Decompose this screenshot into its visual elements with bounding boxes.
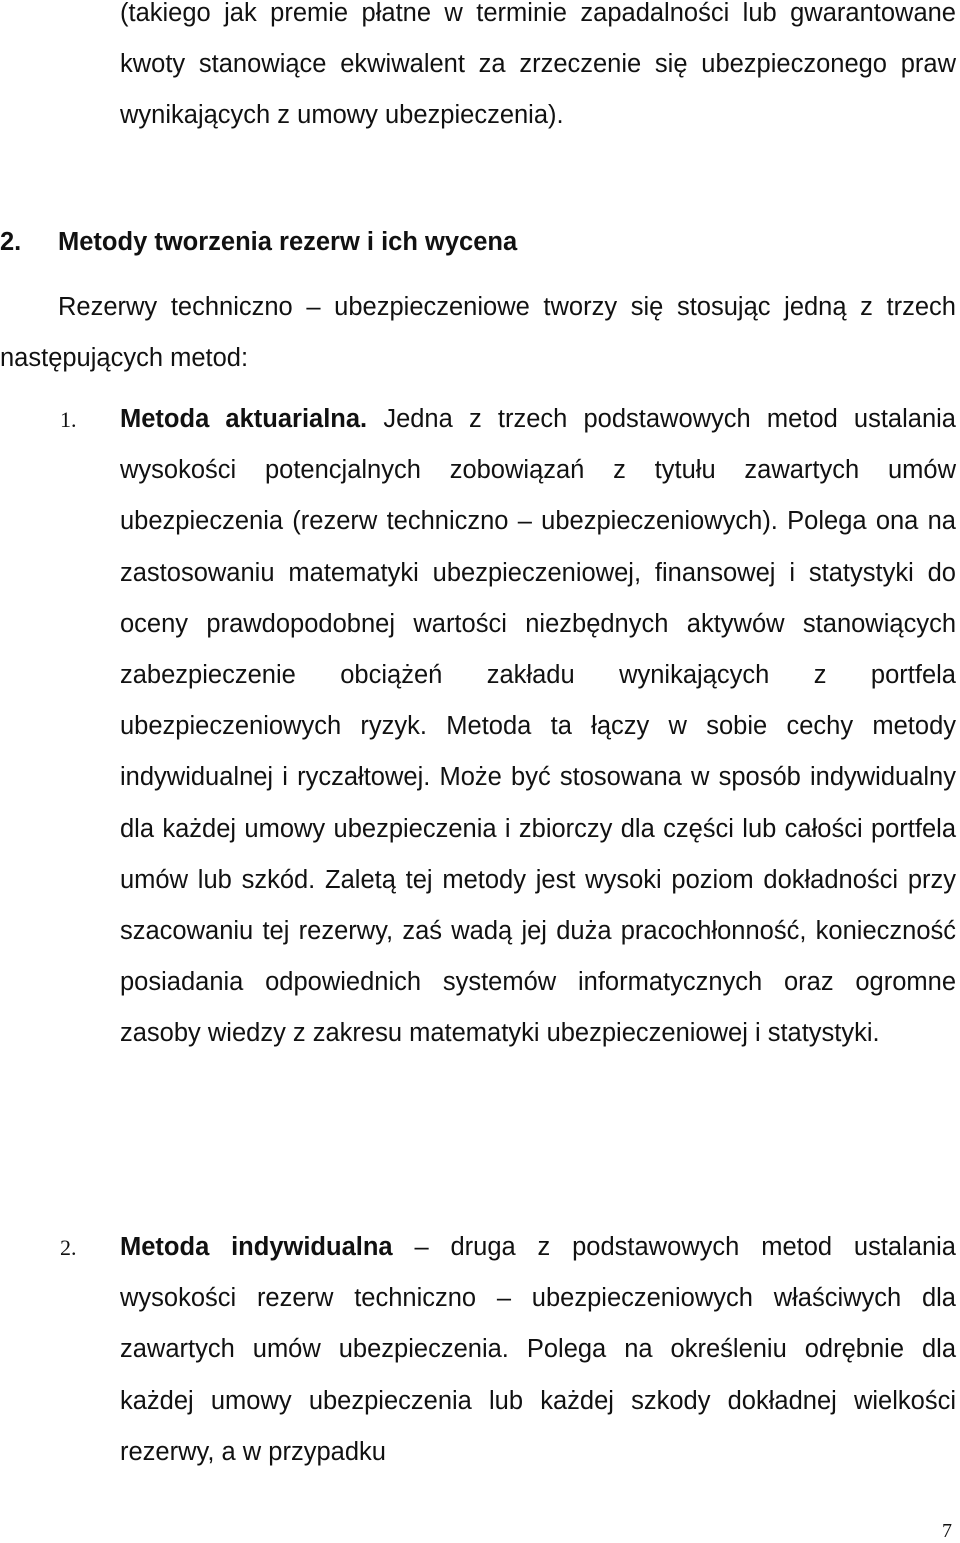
method-indywidualna-text: – druga z podstawowych metod ustalania wysokości rezerw techniczno – ubezpieczeniowych właściwych dla zawartych umów ubezpieczenia. Polega na określeniu odrębnie dla każdej umowy ubezpieczenia lub każdej szkody dokładnej wielkości rezerwy, a w przypadku bbox=[120, 1233, 956, 1466]
method-aktuarialna-text: Jedna z trzech podstawowych metod ustalania wysokości potencjalnych zobowiązań z tytułu zawartych umów ubezpieczenia (rezerw techniczno – ubezpieczeniowych). Polega ona na zastosowaniu matematyki ubezpieczeniowej, finansowej i statystyki do oceny prawdopodobnej wartości niezbędnych aktywów stanowiących zabezpieczenie obciążeń zakładu wynikających z portfela ubezpieczeniowych ryzyk. Metoda ta łączy w sobie cechy metody indywidualnej i ryczałtowej. Może być stosowana w sposób indywidualny dla każdej umowy ubezpieczenia i zbiorczy dla części lub całości portfela umów lub szkód. Zaletą tej metody jest wysoki poziom dokładności przy szacowaniu tej rezerwy, zaś wadą jej duża pracochłonność, konieczność posiadania odpowiednich systemów informatycznych oraz ogromne zasoby wiedzy z zakresu matematyki ubezpieczeniowej i statystyki. bbox=[120, 405, 956, 1048]
page-number: 7 bbox=[942, 1520, 952, 1542]
method-aktuarialna-title: Metoda aktuarialna. bbox=[120, 405, 368, 433]
method-aktuarialna-paragraph bbox=[120, 394, 956, 1060]
section-heading bbox=[0, 222, 517, 262]
continuation-paragraph: (takiego jak premie płatne w terminie zapadalności lub gwarantowane kwoty stanowiące ekwiwalent za zrzeczenie się ubezpieczonego praw wynikających z umowy ubezpieczenia). bbox=[120, 0, 956, 130]
method-indywidualna-title: Metoda indywidualna bbox=[120, 1233, 393, 1261]
section-title: Metody tworzenia rezerw i ich wycena bbox=[58, 228, 518, 256]
list-number-1: 1. bbox=[60, 407, 77, 432]
method-indywidualna-paragraph bbox=[120, 1222, 956, 1478]
section-number: 2. bbox=[0, 228, 22, 256]
section-intro: Rezerwy techniczno – ubezpieczeniowe tworzy się stosując jedną z trzech następujących metod: bbox=[0, 293, 956, 373]
list-number-2: 2. bbox=[60, 1235, 77, 1260]
